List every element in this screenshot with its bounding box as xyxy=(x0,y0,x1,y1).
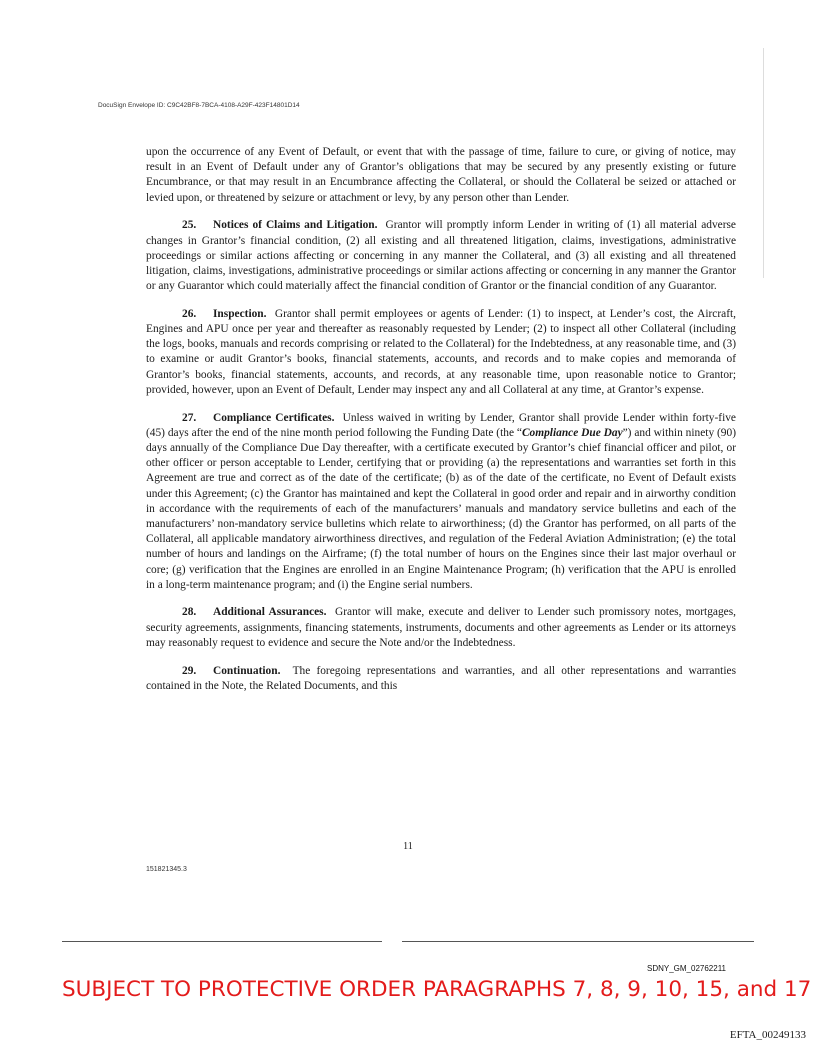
section-text: The foregoing representations and warranties, and all other representations and warranties contained in the Note, the Related Documents, and this xyxy=(146,664,736,692)
section-number: 29. xyxy=(182,664,197,677)
docusign-envelope-id: DocuSign Envelope ID: C9C42BF8-7BCA-4108-A29F-423F14801D14 xyxy=(98,102,300,109)
section-text-after: ”) and within ninety (90) days annually of the Compliance Due Day thereafter, with a certificate executed by Grantor’s chief financial officer and pilot, or other officer or person acceptable to Lender, certifying that or providing (a) the representations and warranties set forth in this Agreement are true and correct as of the date of the certificate; (b) as of the date of the certificate, no Event of Default exists under this Agreement; (c) the Grantor has maintained and kept the Collateral in good order and repair and in airworthy condition in accordance with the requirements of each of the manufacturers’ manuals and mandatory service bulletins and each of the manufacturers’ non-mandatory service bulletins which relate to airworthiness; (d) the Grantor has performed, on all parts of the Collateral, all applicable mandatory airworthiness directives, and regulation of the Federal Aviation Administration; (e) the total number of hours and landings on the Airframe; (f) the total number of hours on the Engines since their last major overhaul or core; (g) verification that the Engines are enrolled in an Engine Maintenance Program; (h) verification that the APU is enrolled in a long-term maintenance program; and (i) the Engine serial numbers. xyxy=(146,426,736,591)
section-text: Grantor will promptly inform Lender in writing of (1) all material adverse changes in Grantor’s financial condition, (2) all existing and all threatened litigation, claims, investigations, administrative proceedings or similar actions affecting or concerning in any manner the Collateral, and (3) all existing and all threatened litigation, claims, investigations, administrative proceedings or similar actions affecting or concerning in any manner the Grantor or any Guarantor which could materially affect the financial condition of Grantor or the financial condition of any Guarantor. xyxy=(146,219,736,293)
section-26 xyxy=(146,307,736,398)
section-number: 27. xyxy=(182,411,197,424)
section-27 xyxy=(146,411,736,593)
bates-number: SDNY_GM_02762211 xyxy=(646,964,726,973)
page-number: 11 xyxy=(403,841,413,852)
section-heading: Continuation. xyxy=(213,664,281,677)
section-number: 28. xyxy=(182,606,197,619)
section-heading: Inspection. xyxy=(213,307,267,320)
section-number: 25. xyxy=(182,219,197,232)
section-25 xyxy=(146,218,736,294)
document-body xyxy=(146,145,736,707)
protective-order-notice: SUBJECT TO PROTECTIVE ORDER PARAGRAPHS 7, 8, 9, 10, 15, and 17 xyxy=(62,977,812,1002)
footer-rule-right xyxy=(402,941,754,942)
continuation-paragraph: upon the occurrence of any Event of Default, or event that with the passage of time, failure to cure, or giving of notice, may result in an Event of Default under any of Grantor’s obligations that may be secured by any presently existing or future Encumbrance, or that may result in an Encumbrance affecting the Collateral, or should the Collateral be seized or attached or levied upon, or threatened by seizure or attachment or levy, by any person other than Lender. xyxy=(146,146,736,204)
section-28 xyxy=(146,605,736,651)
section-heading: Notices of Claims and Litigation. xyxy=(213,219,378,232)
defined-term: Compliance Due Day xyxy=(521,426,623,439)
document-id: 151821345.3 xyxy=(146,866,187,873)
section-29 xyxy=(146,664,736,694)
section-text: Grantor will make, execute and deliver to Lender such promissory notes, mortgages, security agreements, assignments, financing statements, instruments, documents and other agreements as Lender or its attorneys may reasonably request to evidence and secure the Note and/or the Indebtedness. xyxy=(146,606,736,649)
section-text-before: Unless waived in writing by Lender, Grantor shall provide Lender within forty-five (45) days after the end of the nine month period following the Funding Date (the “ xyxy=(146,411,736,439)
efta-number: EFTA_00249133 xyxy=(729,1029,806,1041)
section-text: Grantor shall permit employees or agents of Lender: (1) to inspect, at Lender’s cost, the Aircraft, Engines and APU once per year and thereafter as reasonably requested by Lender; (2) to inspect all other Collateral (including the logs, books, manuals and records comprising or related to the Collateral) for the Indebtedness, at any reasonable time, and (3) to examine or audit Grantor’s books, financial statements, accounts, and records and to make copies and memoranda of Grantor’s books, financial statements, accounts, and records, at any reasonable time, upon reasonable notice to Grantor; provided, however, upon an Event of Default, Lender may inspect any and all Collateral at any time, at Grantor’s expense. xyxy=(146,307,736,396)
section-number: 26. xyxy=(182,307,197,320)
section-heading: Additional Assurances. xyxy=(213,606,327,619)
scan-edge-line xyxy=(763,48,764,278)
section-heading: Compliance Certificates. xyxy=(213,411,335,424)
footer-rule-left xyxy=(62,941,382,942)
